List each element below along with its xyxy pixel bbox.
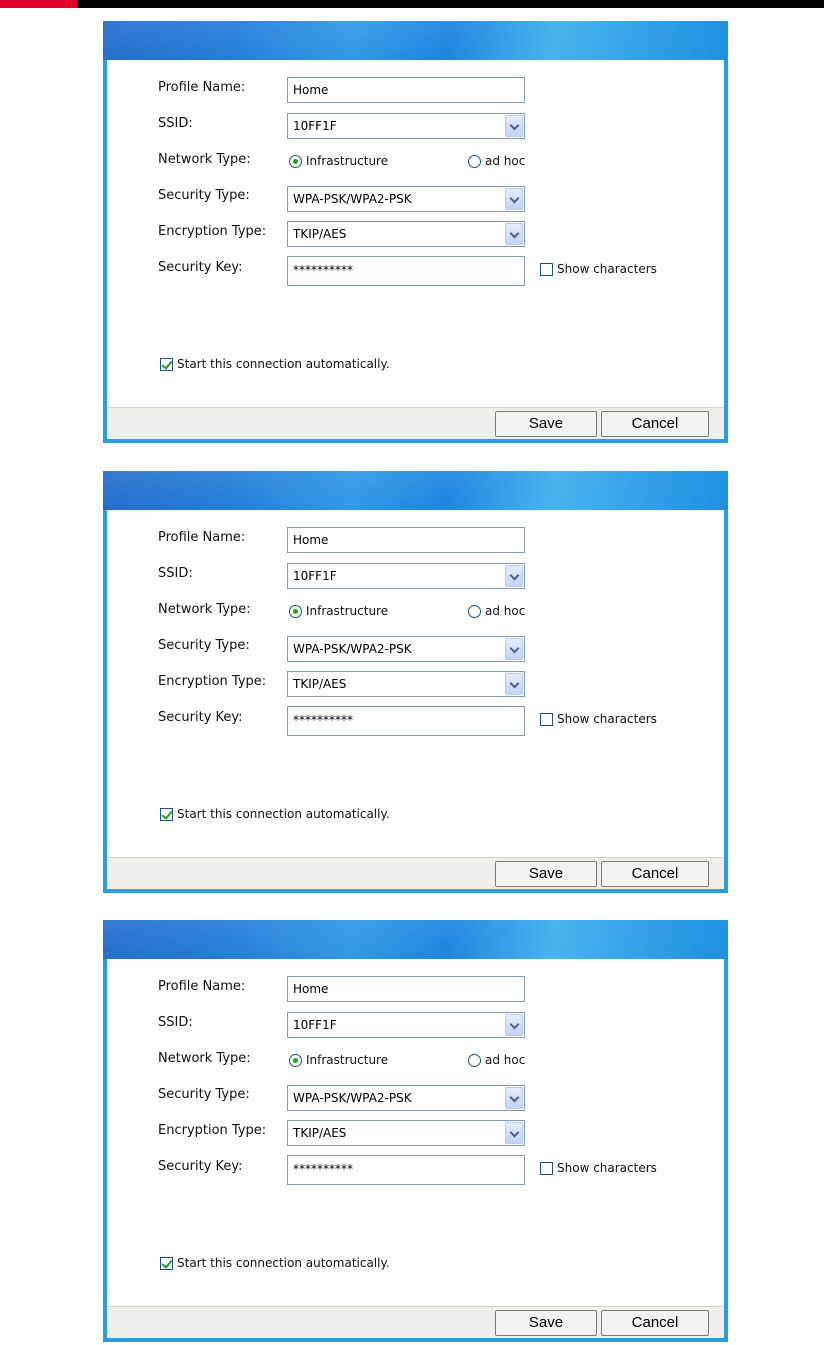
profile-dialog-2 [103, 471, 728, 893]
security-key-input[interactable]: ********** [287, 256, 525, 286]
page-header-bar [0, 0, 824, 8]
adhoc-label: ad hoc [485, 154, 526, 168]
security-key-label: Security Key: [158, 710, 243, 725]
ssid-label: SSID: [158, 566, 193, 581]
dialog-button-bar [107, 407, 724, 439]
save-button[interactable]: Save [495, 1310, 597, 1336]
security-key-input[interactable]: ********** [287, 1155, 525, 1185]
profile-name-input[interactable]: Home [287, 527, 525, 553]
security-key-input[interactable]: ********** [287, 706, 525, 736]
cancel-button[interactable]: Cancel [601, 411, 709, 437]
infrastructure-radio[interactable] [289, 155, 302, 168]
adhoc-radio[interactable] [468, 155, 481, 168]
security-type-value: WPA-PSK/WPA2-PSK [293, 642, 412, 656]
profile-name-input[interactable]: Home [287, 77, 525, 103]
dialog-titlebar [103, 471, 728, 510]
chevron-down-icon[interactable] [505, 188, 523, 210]
security-type-value: WPA-PSK/WPA2-PSK [293, 1091, 412, 1105]
chevron-down-icon[interactable] [505, 223, 523, 245]
profile-name-label: Profile Name: [158, 80, 246, 95]
chevron-down-icon[interactable] [505, 673, 523, 695]
ssid-value: 10FF1F [293, 1018, 337, 1032]
show-characters-label: Show characters [557, 712, 657, 726]
auto-start-checkbox[interactable] [160, 358, 173, 371]
security-type-select[interactable] [287, 1085, 525, 1111]
network-type-label: Network Type: [158, 602, 251, 617]
profile-dialog-3 [103, 920, 728, 1342]
brand-accent-bar [0, 0, 77, 8]
cancel-button[interactable]: Cancel [601, 861, 709, 887]
chevron-down-icon[interactable] [505, 1122, 523, 1144]
network-type-label: Network Type: [158, 1051, 251, 1066]
infrastructure-radio[interactable] [289, 1054, 302, 1067]
adhoc-label: ad hoc [485, 604, 526, 618]
adhoc-radio[interactable] [468, 1054, 481, 1067]
ssid-value: 10FF1F [293, 569, 337, 583]
auto-start-label: Start this connection automatically. [177, 357, 390, 371]
show-characters-checkbox[interactable] [540, 1162, 553, 1175]
profile-name-input[interactable]: Home [287, 976, 525, 1002]
dialog-titlebar [103, 21, 728, 60]
adhoc-label: ad hoc [485, 1053, 526, 1067]
ssid-select[interactable] [287, 563, 525, 589]
infrastructure-radio[interactable] [289, 605, 302, 618]
dialog-content-panel [107, 510, 724, 857]
show-characters-label: Show characters [557, 262, 657, 276]
network-type-label: Network Type: [158, 152, 251, 167]
encryption-type-select[interactable] [287, 1120, 525, 1146]
infrastructure-label: Infrastructure [306, 1053, 389, 1067]
encryption-type-value: TKIP/AES [293, 677, 347, 691]
dialog-titlebar [103, 920, 728, 959]
chevron-down-icon[interactable] [505, 1014, 523, 1036]
auto-start-label: Start this connection automatically. [177, 807, 390, 821]
dialog-content-panel [107, 60, 724, 407]
security-type-label: Security Type: [158, 1087, 250, 1102]
encryption-type-value: TKIP/AES [293, 1126, 347, 1140]
encryption-type-select[interactable] [287, 671, 525, 697]
cancel-button[interactable]: Cancel [601, 1310, 709, 1336]
encryption-type-label: Encryption Type: [158, 224, 267, 239]
ssid-value: 10FF1F [293, 119, 337, 133]
security-type-select[interactable] [287, 636, 525, 662]
infrastructure-label: Infrastructure [306, 154, 389, 168]
chevron-down-icon[interactable] [505, 638, 523, 660]
ssid-label: SSID: [158, 116, 193, 131]
profile-name-label: Profile Name: [158, 979, 246, 994]
security-type-label: Security Type: [158, 188, 250, 203]
dialog-button-bar [107, 1306, 724, 1338]
save-button[interactable]: Save [495, 411, 597, 437]
profile-name-label: Profile Name: [158, 530, 246, 545]
save-button[interactable]: Save [495, 861, 597, 887]
dialog-button-bar [107, 857, 724, 889]
auto-start-checkbox[interactable] [160, 1257, 173, 1270]
show-characters-checkbox[interactable] [540, 263, 553, 276]
encryption-type-select[interactable] [287, 221, 525, 247]
profile-dialog-1 [103, 21, 728, 443]
chevron-down-icon[interactable] [505, 115, 523, 137]
encryption-type-label: Encryption Type: [158, 1123, 267, 1138]
security-type-label: Security Type: [158, 638, 250, 653]
show-characters-label: Show characters [557, 1161, 657, 1175]
security-type-value: WPA-PSK/WPA2-PSK [293, 192, 412, 206]
chevron-down-icon[interactable] [505, 1087, 523, 1109]
show-characters-checkbox[interactable] [540, 713, 553, 726]
auto-start-checkbox[interactable] [160, 808, 173, 821]
security-key-label: Security Key: [158, 1159, 243, 1174]
security-key-label: Security Key: [158, 260, 243, 275]
ssid-label: SSID: [158, 1015, 193, 1030]
encryption-type-label: Encryption Type: [158, 674, 267, 689]
adhoc-radio[interactable] [468, 605, 481, 618]
security-type-select[interactable] [287, 186, 525, 212]
ssid-select[interactable] [287, 113, 525, 139]
infrastructure-label: Infrastructure [306, 604, 389, 618]
auto-start-label: Start this connection automatically. [177, 1256, 390, 1270]
encryption-type-value: TKIP/AES [293, 227, 347, 241]
ssid-select[interactable] [287, 1012, 525, 1038]
chevron-down-icon[interactable] [505, 565, 523, 587]
dialog-content-panel [107, 959, 724, 1306]
